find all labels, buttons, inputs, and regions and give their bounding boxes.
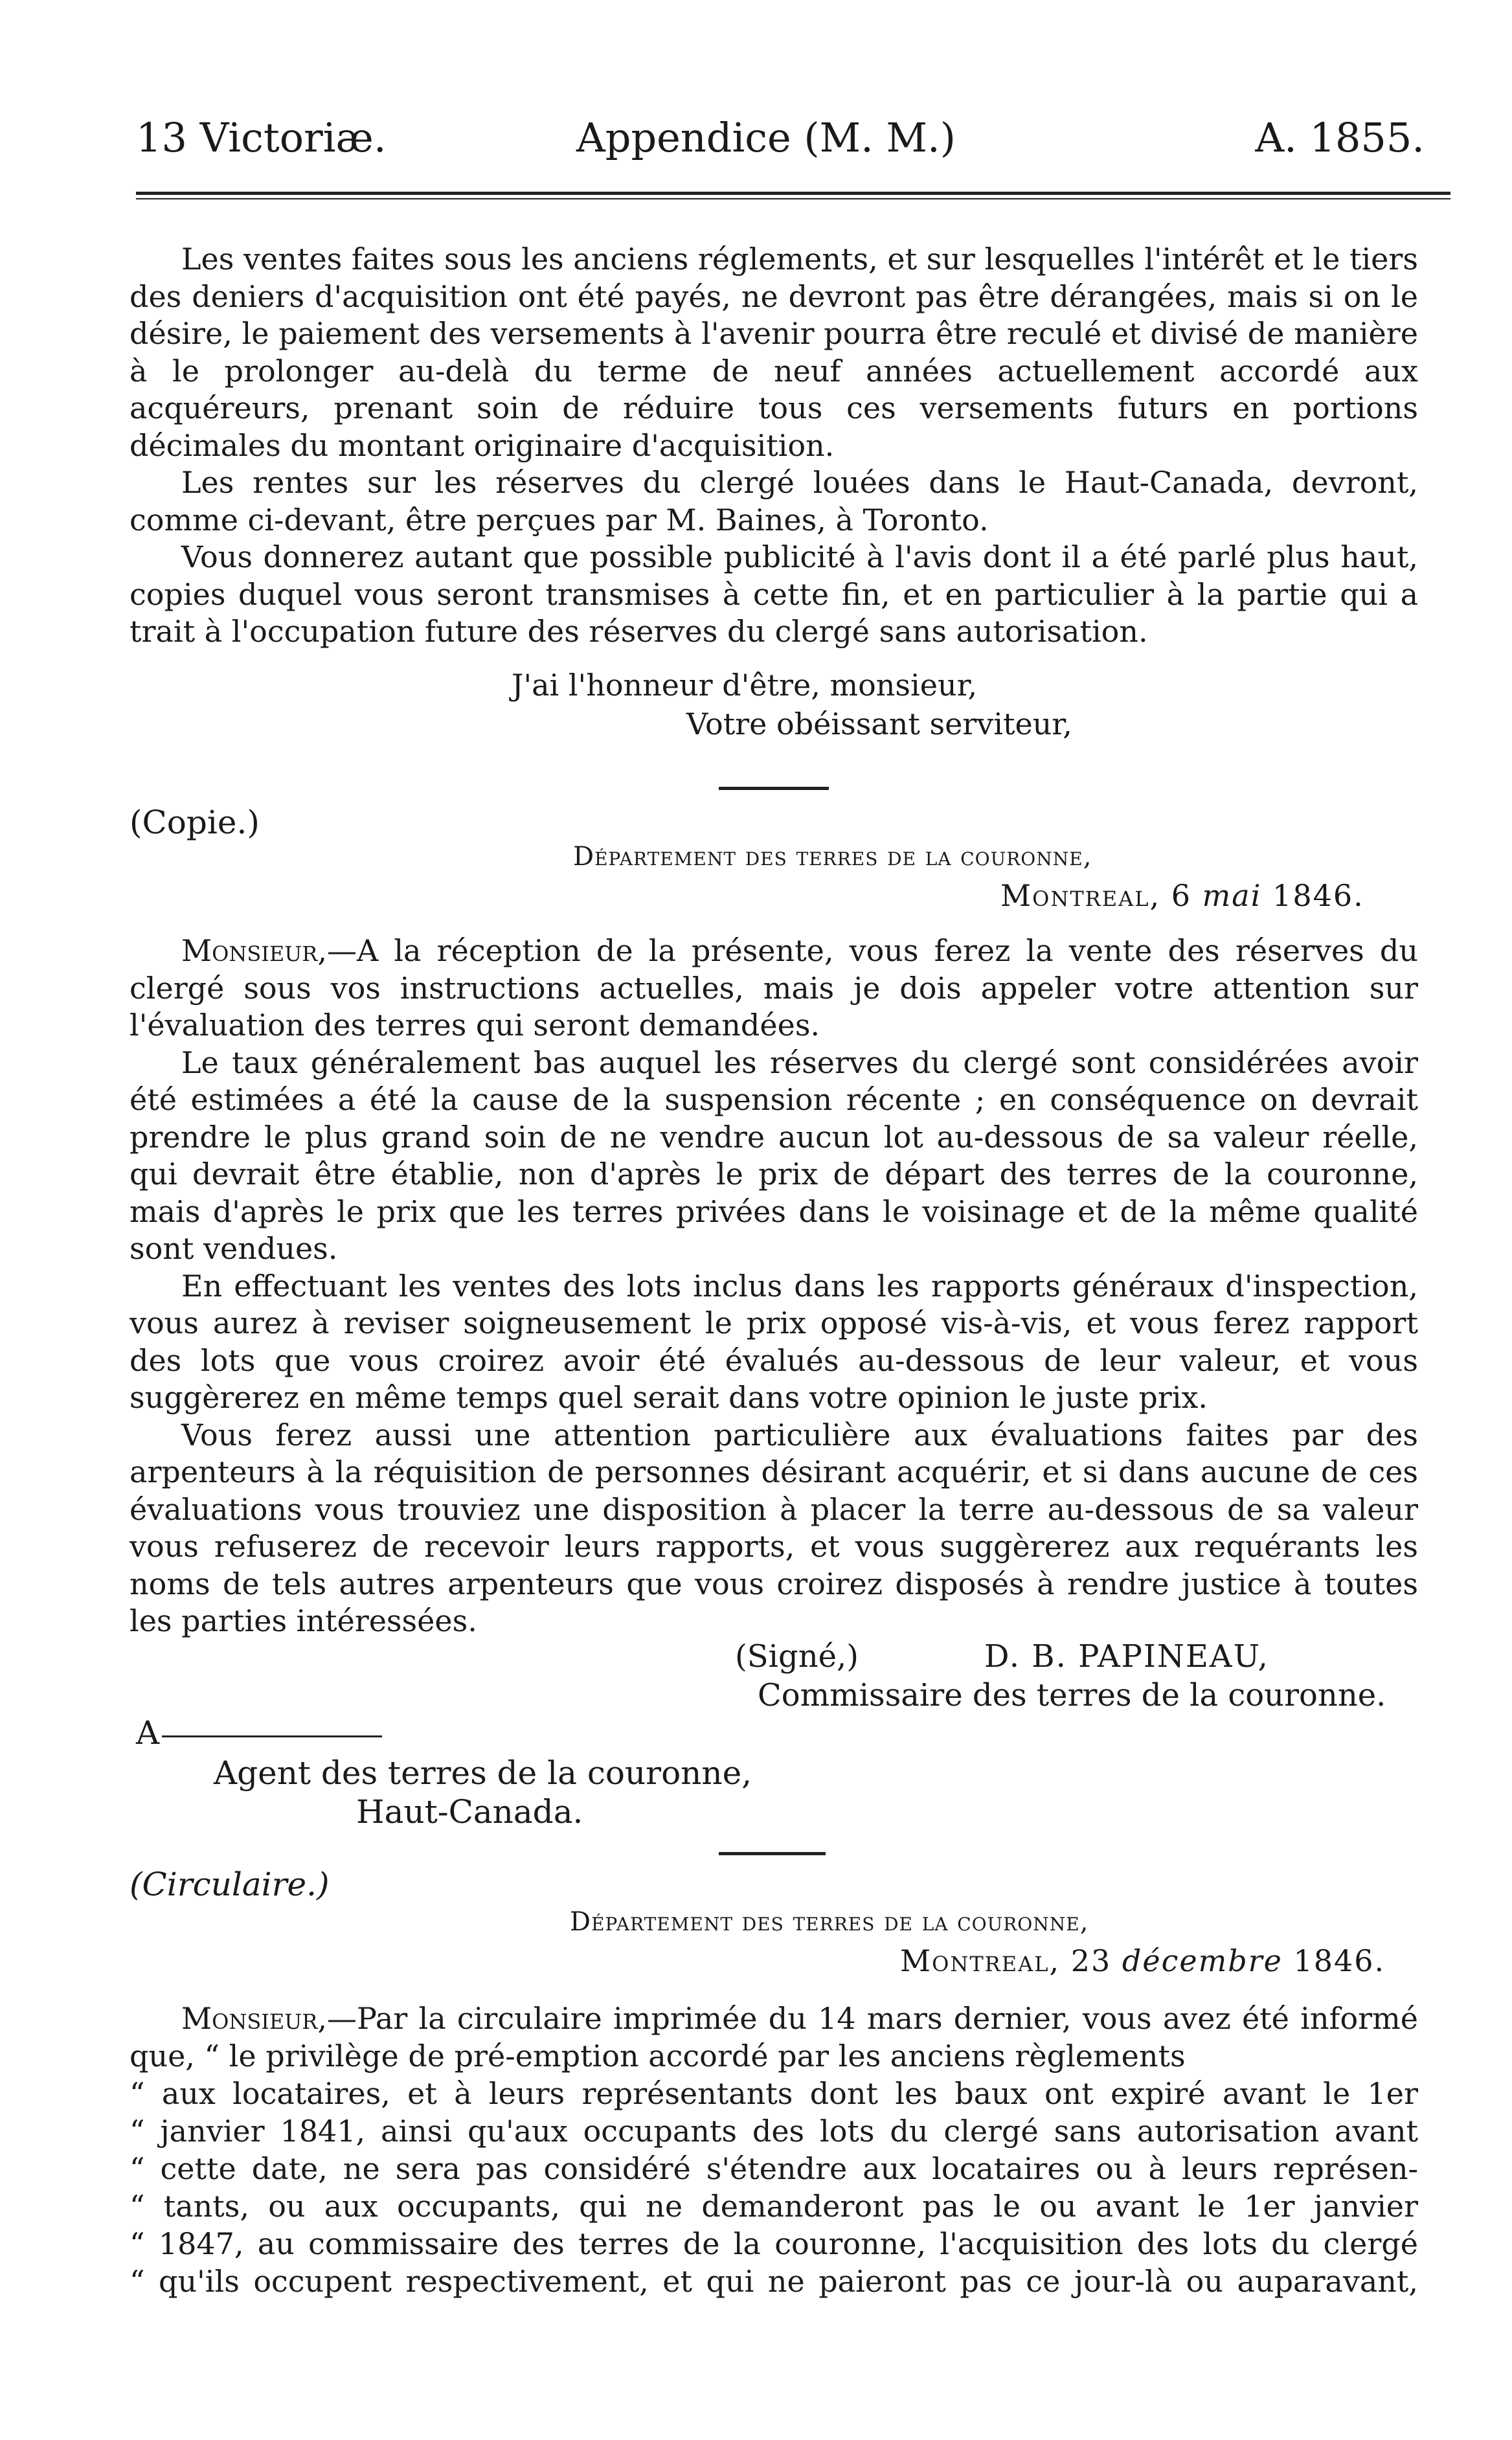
header-regnal-year: 13 Victoriæ. xyxy=(136,114,387,161)
letter3-salutation: Monsieur, xyxy=(181,2001,327,2036)
letter1-closing-line1: J'ai l'honneur d'être, monsieur, xyxy=(512,668,978,703)
letter1-body xyxy=(130,241,1418,651)
letter2-signer-name: D. B. PAPINEAU, xyxy=(984,1638,1269,1675)
letter3-date-month: décembre xyxy=(1122,1943,1283,1978)
section-divider xyxy=(719,787,829,790)
letter3-quote-line: “ le privilège de pré-emption accordé par les anciens règlements xyxy=(204,2039,1186,2073)
letter2-paragraph: Le taux généralement bas auquel les réserves du clergé sont considérées avoir été estimées a été la cause de la suspension récente ; en conséquence on devrait prendre le plus grand soin de ne vendre aucun lot au-dessous de sa valeur réelle, qui devrait être établie, non d'après le prix de départ des terres de la couronne, mais d'après le prix que les terres privées dans le voisinage et de la même qualité sont vendues. xyxy=(130,1045,1418,1266)
header-year: A. 1855. xyxy=(1255,114,1425,161)
letter2-paragraph: En effectuant les ventes des lots inclus dans les rapports généraux d'inspection, vous aurez à reviser soigneusement le prix opposé vis-à-vis, et vous ferez rapport des lots que vous croirez avoir été évalués au-dessous de leur valeur, et vous suggèrerez en même temps quel serait dans votre opinion le juste prix. xyxy=(130,1268,1418,1415)
letter2-recipient-line1: Agent des terres de la couronne, xyxy=(214,1754,752,1792)
letter3-quote-line: “ 1847, au commissaire des terres de la couronne, l'acquisition des lots du clergé xyxy=(130,2226,1418,2261)
recipient-blank-line xyxy=(162,1735,382,1737)
letter3-opening: —Par la circulaire imprimée du 14 mars dernier, vous avez été informé que, xyxy=(130,2001,1418,2073)
letter3-quote-line: “ aux locataires, et à leurs représentants dont les baux ont expiré avant le 1er xyxy=(130,2076,1418,2111)
letter1-paragraph: Les ventes faites sous les anciens réglements, et sur lesquelles l'intérêt et le tiers des deniers d'acquisition ont été payés, ne devront pas être dérangées, mais si on le désire, le paiement des versements à l'avenir pourra être reculé et divisé de manière à le prolonger au-delà du terme de neuf années actuellement accordé aux acquéreurs, prenant soin de réduire tous ces versements futurs en portions décimales du montant originaire d'acquisition. xyxy=(130,242,1418,463)
letter3-quote-line: “ janvier 1841, ainsi qu'aux occupants des lots du clergé sans autorisation avant xyxy=(130,2114,1418,2149)
letter3-quote-line: “ cette date, ne sera pas considéré s'étendre aux locataires ou à leurs représen- xyxy=(130,2151,1418,2186)
letter2-date-day: 6 xyxy=(1171,878,1192,913)
section-divider xyxy=(719,1852,826,1855)
letter2-salutation: Monsieur, xyxy=(181,933,327,968)
letter3-label: (Circulaire.) xyxy=(130,1866,330,1903)
letter2-signed-label: (Signé,) xyxy=(735,1638,859,1675)
letter3-dateline xyxy=(900,1943,1385,1979)
letter1-closing-line2: Votre obéissant serviteur, xyxy=(686,706,1072,741)
letter3-quote-line: “ tants, ou aux occupants, qui ne demanderont pas le ou avant le 1er janvier xyxy=(130,2189,1418,2224)
letter2-date-year: 1846. xyxy=(1272,878,1364,913)
letter3-date-day: 23 xyxy=(1070,1943,1112,1978)
letter3-paragraph xyxy=(130,2000,1418,2075)
header-double-rule xyxy=(136,192,1450,199)
letter3-body xyxy=(130,2000,1418,2300)
letter2-label: (Copie.) xyxy=(130,804,260,841)
letter3-quote-line: “ qu'ils occupent respectivement, et qui ne paieront pas ce jour-là ou auparavant, xyxy=(130,2264,1418,2299)
letter2-paragraph xyxy=(130,932,1418,1045)
letter2-place: Montreal, xyxy=(1000,878,1161,913)
letter2-recipient-line2: Haut-Canada. xyxy=(356,1793,583,1831)
letter3-department: Département des terres de la couronne, xyxy=(570,1907,1089,1937)
letter2-paragraph: Vous ferez aussi une attention particulière aux évaluations faites par des arpenteurs à la réquisition de personnes désirant acquérir, et si dans aucune de ces évaluations vous trouviez une disposition à placer la terre au-dessous de sa valeur vous refuserez de recevoir leurs rapports, et vous suggèrerez aux requérants les noms de tels autres arpenteurs que vous croirez disposés à rendre justice à toutes les parties intéressées. xyxy=(130,1417,1418,1638)
letter2-body xyxy=(130,932,1418,1640)
letter1-paragraph: Vous donnerez autant que possible publicité à l'avis dont il a été parlé plus haut, copies duquel vous seront transmises à cette fin, et en particulier à la partie qui a trait à l'occupation future des réserves du clergé sans autorisation. xyxy=(130,539,1418,649)
letter3-date-year: 1846. xyxy=(1293,1943,1386,1978)
letter3-place: Montreal, xyxy=(900,1943,1061,1978)
letter2-dateline xyxy=(1000,877,1364,914)
page-header xyxy=(136,109,1425,167)
header-appendix-title: Appendice (M. M.) xyxy=(576,114,956,161)
letter2-paragraph-text: —A la réception de la présente, vous ferez la vente des réserves du clergé sous vos instructions actuelles, mais je dois appeler votre attention sur l'évaluation des terres qui seront demandées. xyxy=(130,933,1418,1043)
letter1-paragraph: Les rentes sur les réserves du clergé louées dans le Haut-Canada, devront, comme ci-devant, être perçues par M. Baines, à Toronto. xyxy=(130,465,1418,537)
letter2-signer-title: Commissaire des terres de la couronne. xyxy=(758,1677,1386,1713)
letter2-date-month: mai xyxy=(1202,878,1262,913)
letter2-recipient-prefix: A xyxy=(136,1714,160,1752)
letter2-department: Département des terres de la couronne, xyxy=(573,842,1092,872)
